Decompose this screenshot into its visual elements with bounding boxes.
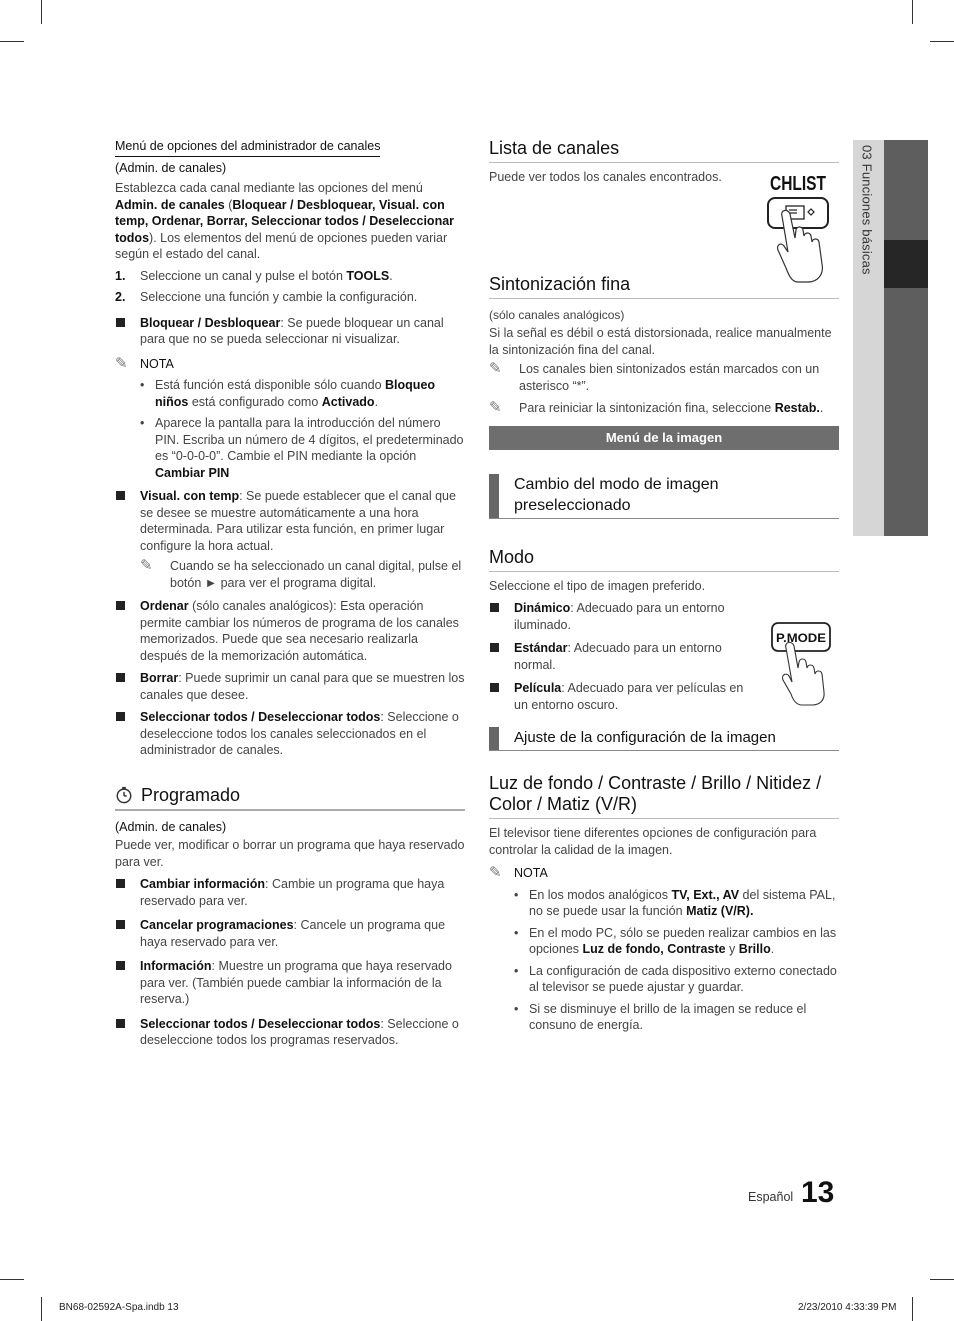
crop-mark [41, 0, 42, 24]
nota-heading: ✎ NOTA [115, 354, 174, 372]
pmode-remote-illustration [768, 620, 834, 706]
programado-subtitle: (Admin. de canales) [115, 819, 227, 834]
step-2: 2. Seleccione una función y cambie la configuración. [115, 290, 418, 304]
pencil-icon: ✎ [140, 557, 153, 574]
luz-note-4: • Si se disminuye el brillo de la imagen se reduce el consuno de energía. [489, 1001, 839, 1034]
footer-language: Español [748, 1190, 794, 1204]
sinton-note-1: ✎ Los canales bien sintonizados están marcados con un asterisco “*”. [489, 360, 820, 393]
lista-text: Puede ver todos los canales encontrados. [489, 170, 722, 184]
pencil-icon: ✎ [489, 399, 502, 416]
file-date: 2/23/2010 4:33:39 PM [798, 1302, 897, 1313]
item-lock: Bloquear / Desbloquear: Se puede bloquear un canal para que no se pueda seleccionar ni visualizar. [115, 315, 465, 348]
crop-mark [41, 1297, 42, 1321]
crop-mark [0, 1279, 24, 1280]
visual-note: ✎ Cuando se ha seleccionado un canal digital, pulse el botón ► para ver el programa digital. [140, 557, 462, 590]
prog-item: Seleccionar todos / Deseleccionar todos: Seleccione o deseleccione todos los programas reservados. [115, 1016, 465, 1049]
nota-bullet-2: • Aparece la pantalla para la introducción del número PIN. Escriba un número de 4 dígitos, el predeterminado es “0-0-0-0”. Cambie el PIN mediante la opción Cambiar PIN [115, 415, 465, 481]
item-visual: Visual. con temp: Se puede establecer que el canal que se desee se muestre automáticamente a una hora determinada. Para utilizar esta función, en primer lugar configure la hora actual. ✎ Cuando se ha seleccionado un canal digital, pulse el botón ► para ver el programa digital. [115, 488, 465, 591]
image-menu-banner: Menú de la imagen [489, 426, 839, 450]
luz-intro: El televisor tiene diferentes opciones de configuración para controlar la calidad de la imagen. [489, 826, 817, 857]
admin-subtitle: (Admin. de canales) [115, 160, 227, 175]
crop-mark [930, 41, 954, 42]
prog-item: Cambiar información: Cambie un programa que haya reservado para ver. [115, 876, 465, 909]
file-name: BN68-02592A-Spa.indb 13 [59, 1302, 179, 1313]
crop-mark [912, 1297, 913, 1321]
clock-icon [115, 786, 133, 804]
cambio-heading: Cambio del modo de imagen preseleccionado [489, 474, 839, 519]
pencil-icon: ✎ [115, 354, 128, 372]
modo-item: Película: Adecuado para ver películas en un entorno oscuro. [489, 680, 759, 713]
page-number: 13 [801, 1176, 835, 1209]
modo-item: Estándar: Adecuado para un entorno normal. [489, 640, 744, 673]
modo-heading: Modo [489, 547, 839, 572]
pencil-icon: ✎ [489, 864, 502, 881]
crop-mark [912, 0, 913, 24]
luz-heading: Luz de fondo / Contraste / Brillo / Nitidez / Color / Matiz (V/R) [489, 773, 839, 819]
modo-item: Dinámico: Adecuado para un entorno iluminado. [489, 600, 744, 633]
programado-heading: Programado [115, 785, 465, 811]
crop-mark [0, 41, 24, 42]
luz-note-1: • En los modos analógicos TV, Ext., AV del sistema PAL, no se puede usar la función Matiz (V/R). [489, 887, 839, 920]
side-tab-dark [884, 140, 928, 536]
sinton-subtitle: (sólo canales analógicos) [489, 307, 625, 322]
step-1: 1. Seleccione un canal y pulse el botón TOOLS. [115, 268, 393, 283]
side-tab-label: 03 Funciones básicas [859, 145, 875, 275]
side-tab-marker [884, 240, 928, 288]
prog-item: Información: Muestre un programa que haya reservado para ver. (También puede cambiar la información de la reserva.) [115, 958, 465, 1008]
luz-note-2: • En el modo PC, sólo se pueden realizar cambios en las opciones Luz de fondo, Contraste y Brillo. [489, 925, 839, 958]
pencil-icon: ✎ [489, 360, 502, 377]
item-ordenar: Ordenar (sólo canales analógicos): Esta operación permite cambiar los números de programa de los canales memorizados. Puede que sea necesario realizarla después de la memorización automática. [115, 598, 465, 664]
left-column [115, 138, 465, 1049]
luz-note-3: • La configuración de cada dispositivo externo conectado al televisor se puede ajustar y guardar. [489, 963, 839, 996]
sinton-note-2: ✎ Para reiniciar la sintonización fina, seleccione Restab.. [489, 399, 824, 416]
chlist-button-label: CHLIST [770, 173, 826, 195]
sinton-text: Si la señal es débil o está distorsionada, realice manualmente la sintonización fina del canal. [489, 326, 832, 357]
ajuste-heading: Ajuste de la configuración de la imagen [489, 727, 839, 751]
item-seltodos: Seleccionar todos / Deseleccionar todos: Seleccione o deseleccione todos los canales seleccionados en el administrador de canales. [115, 709, 465, 759]
sinton-heading: Sintonización fina [489, 274, 839, 299]
pmode-button-label: P.MODE [776, 631, 826, 645]
prog-item: Cancelar programaciones: Cancele un programa que haya reservado para ver. [115, 917, 465, 950]
modo-intro: Seleccione el tipo de imagen preferido. [489, 578, 706, 593]
chlist-remote-illustration [762, 168, 834, 284]
item-borrar: Borrar: Puede suprimir un canal para que se muestren los canales que desee. [115, 670, 465, 703]
nota-heading: ✎ NOTA [489, 864, 548, 881]
programado-intro: Puede ver, modificar o borrar un programa que haya reservado para ver. [115, 838, 465, 869]
nota-bullet-1: • Está función está disponible sólo cuando Bloqueo niños está configurado como Activado. [115, 377, 465, 410]
admin-intro: Establezca cada canal mediante las opciones del menú Admin. de canales (Bloquear / Desbloquear, Visual. con temp, Ordenar, Borrar, Seleccionar todos / Deseleccionar todos). Los elementos del menú de opciones pueden variar según el estado del canal. [115, 181, 455, 261]
crop-mark [930, 1279, 954, 1280]
admin-menu-title: Menú de opciones del administrador de canales [115, 138, 380, 157]
lista-heading: Lista de canales [489, 138, 839, 163]
